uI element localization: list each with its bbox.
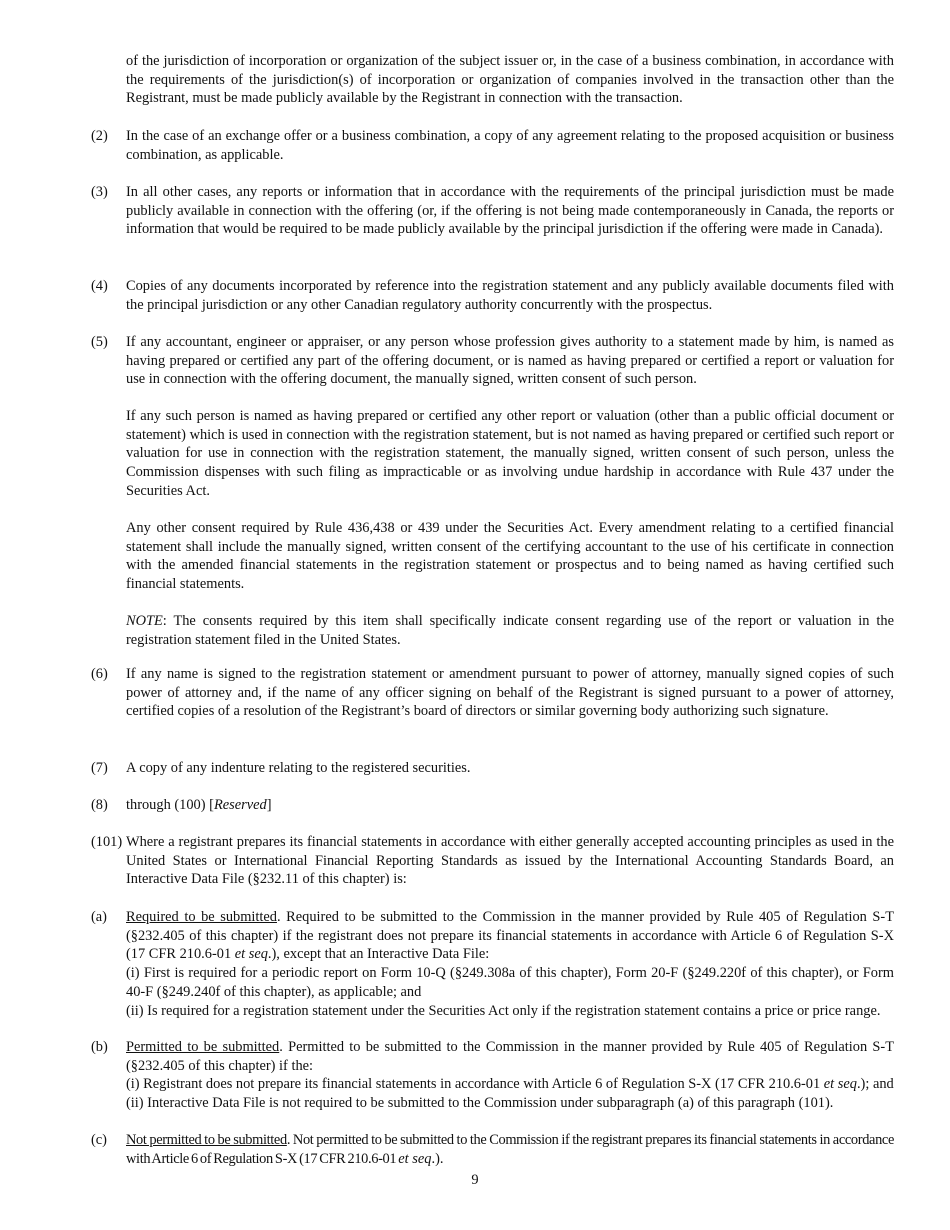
item-101 bbox=[91, 833, 894, 889]
item-5-paragraph-3: Any other consent required by Rule 436,438 or 439 under the Securities Act. Every amendment relating to a certified financial statement shall include the manually signed, written consent of the certifying accountant to the use of his certificate in connection with the amended financial statements in the registration statement or prospectus and to being named as having certified such financial statements. bbox=[126, 520, 894, 593]
item-text bbox=[126, 796, 894, 815]
item-b bbox=[91, 1038, 894, 1113]
item-a bbox=[91, 908, 894, 1020]
item-5-note bbox=[126, 612, 894, 649]
item-text: Where a registrant prepares its financial statements in accordance with either generally accepted accounting principles as used in the United States or International Financial Reporting Standards as issued by the International Accounting Standards Board, an Interactive Data File (§232.11 of this chapter) is: bbox=[126, 834, 894, 888]
item-b-sub-i-end: .); and bbox=[856, 1076, 894, 1093]
item-7 bbox=[91, 759, 894, 778]
item-a-text1: . Required to be submitted to the Commission in the manner provided by Rule 405 of Regulation S-T (§232.405 of this chapter) if the registrant does not prepare its financial statements in accordance with Article 6 of Regulation S-X (17 CFR 210.6-01 bbox=[126, 909, 894, 963]
item-a-text2: .), except that an Interactive Data File: bbox=[267, 946, 490, 963]
item-b-etseq: et seq bbox=[823, 1076, 857, 1093]
item-a-heading: Required to be submitted bbox=[126, 909, 277, 925]
item-number: (3) bbox=[91, 184, 108, 200]
item-text: In all other cases, any reports or information that in accordance with the requirements of the principal jurisdiction must be made publicly available in connection with the offering (or, if the offering is not being made contemporaneously in Canada, the reports or information that would be required to be made publicly available by the principal jurisdiction if the offering were made in Canada). bbox=[126, 184, 894, 238]
item-8-text: through (100) [ bbox=[126, 797, 214, 813]
item-number: (101) bbox=[91, 834, 123, 850]
item-a-etseq: et seq bbox=[234, 946, 268, 963]
item-text bbox=[126, 1131, 894, 1168]
item-c-main bbox=[126, 1131, 894, 1168]
item-c-text1: . Not permitted to be submitted to the Commission if the registrant prepares its financial statements in accordance with Article 6 of Regulation S-X (17 CFR 210.6-01 bbox=[126, 1132, 894, 1167]
item-6 bbox=[91, 665, 894, 721]
item-number: (7) bbox=[91, 760, 108, 776]
item-text: In the case of an exchange offer or a business combination, a copy of any agreement relating to the proposed acquisition or business combination, as applicable. bbox=[126, 128, 894, 163]
item-a-sub-i: (i) First is required for a periodic report on Form 10-Q (§249.308a of this chapter), Form 20-F (§249.220f of this chapter), or Form 40-F (§249.240f of this chapter), as applicable; and bbox=[126, 965, 894, 1000]
bracket-close: ] bbox=[266, 797, 272, 813]
item-2 bbox=[91, 127, 894, 164]
item-5-paragraph-2: If any such person is named as having prepared or certified any other report or valuation (other than a public official document or statement) which is used in connection with the registration statement, but is not named as having prepared or certified such report or valuation for use in connection with the registration statement, the manually signed, written consent of such person, unless the Commission dispenses with such filing as impracticable or as involving undue hardship in accordance with Rule 437 under the Securities Act. bbox=[126, 408, 894, 499]
item-c-text2: .). bbox=[431, 1150, 444, 1167]
page-number: 9 bbox=[471, 1172, 479, 1188]
item-number: (a) bbox=[91, 909, 107, 925]
item-b-sub-i bbox=[126, 1075, 894, 1094]
item-c-etseq: et seq bbox=[398, 1150, 432, 1167]
item-4 bbox=[91, 277, 894, 314]
item-b-sub-ii: (ii) Interactive Data File is not required to be submitted to the Commission under subparagraph (a) of this paragraph (101). bbox=[126, 1095, 834, 1112]
item-b-text1: . Permitted to be submitted to the Commission in the manner provided by Rule 405 of Regulation S-T (§232.405 of this chapter) if the: bbox=[126, 1039, 894, 1074]
item-number: (8) bbox=[91, 797, 108, 813]
item-text: A copy of any indenture relating to the registered securities. bbox=[126, 760, 471, 776]
item-text bbox=[126, 1038, 894, 1113]
item-b-main bbox=[126, 1038, 894, 1075]
item-text: Copies of any documents incorporated by reference into the registration statement and any publicly available documents filed with the principal jurisdiction or any other Canadian regulatory authority concurrently with the prospectus. bbox=[126, 278, 894, 313]
item-number: (b) bbox=[91, 1039, 108, 1055]
intro-paragraph: of the jurisdiction of incorporation or organization of the subject issuer or, in the case of a business combination, in accordance with the requirements of the jurisdiction(s) of incorporation or organization of companies involved in the transaction other than the Registrant, must be made publicly available by the Registrant in connection with the transaction. bbox=[126, 53, 894, 107]
item-number: (4) bbox=[91, 278, 108, 294]
item-a-sub-ii: (ii) Is required for a registration statement under the Securities Act only if the registration statement contains a price or price range. bbox=[126, 1002, 881, 1019]
item-b-heading: Permitted to be submitted bbox=[126, 1039, 280, 1055]
item-text bbox=[126, 908, 894, 1020]
item-8 bbox=[91, 796, 894, 815]
item-a-main bbox=[126, 908, 894, 964]
item-number: (6) bbox=[91, 666, 108, 682]
item-c bbox=[91, 1131, 894, 1168]
item-text: If any accountant, engineer or appraiser, or any person whose profession gives authority to a statement made by him, is named as having prepared or certified any part of the offering document, or is named as having prepared or certified a report or valuation for use in connection with the offering document, the manually signed, written consent of such person. bbox=[126, 334, 894, 388]
item-text: If any name is signed to the registration statement or amendment pursuant to power of attorney, manually signed copies of such power of attorney and, if the name of any officer signing on behalf of the Registrant is signed pursuant to a power of attorney, certified copies of a resolution of the Registrant’s board of directors or similar governing body authorizing such signature. bbox=[126, 666, 894, 720]
item-number: (c) bbox=[91, 1132, 107, 1148]
item-b-sub-i-text: (i) Registrant does not prepare its financial statements in accordance with Article 6 of Regulation S-X (17 CFR 210.6-01 bbox=[126, 1076, 824, 1093]
item-number: (5) bbox=[91, 334, 108, 350]
note-label: NOTE bbox=[126, 613, 163, 629]
item-3 bbox=[91, 183, 894, 239]
item-5 bbox=[91, 333, 894, 389]
reserved-label: Reserved bbox=[213, 797, 267, 813]
item-c-heading: Not permitted to be submitted bbox=[126, 1132, 287, 1148]
note-text: : The consents required by this item shall specifically indicate consent regarding use of the report or valuation in the registration statement filed in the United States. bbox=[126, 613, 894, 648]
item-number: (2) bbox=[91, 128, 108, 144]
